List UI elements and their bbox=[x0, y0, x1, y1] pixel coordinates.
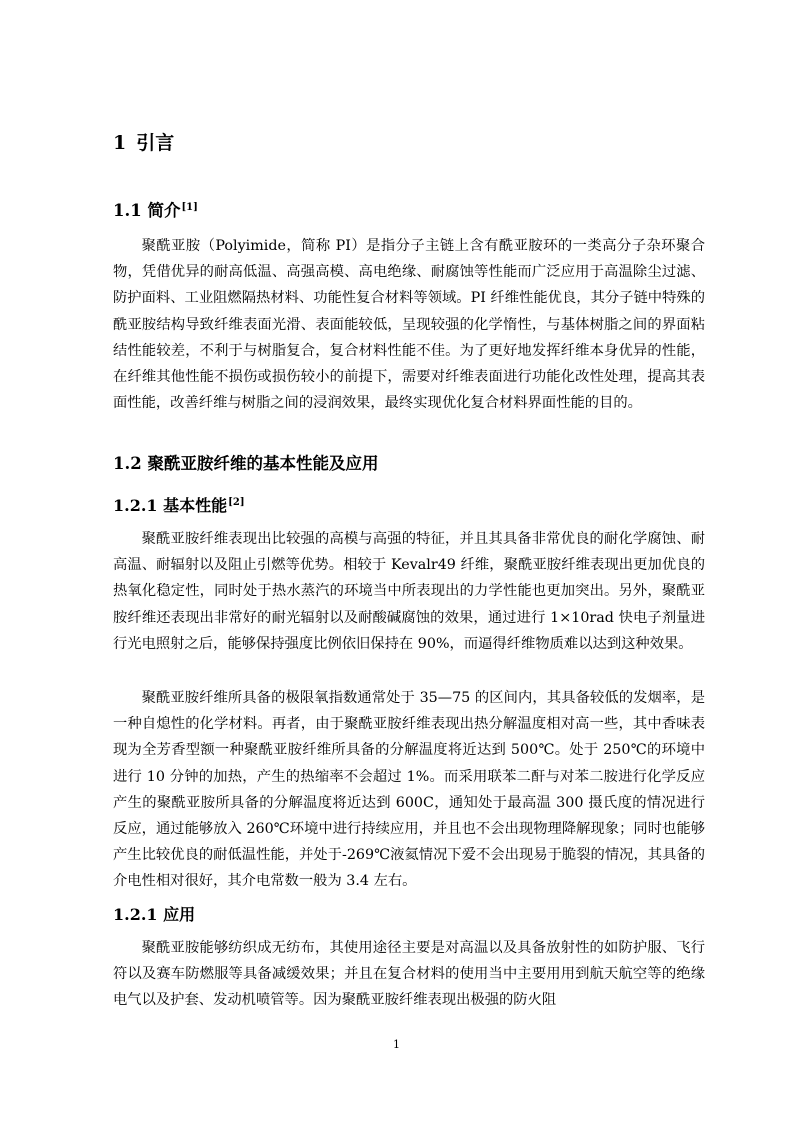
citation-ref: [1] bbox=[181, 201, 198, 213]
section-heading-properties-applications: 1.2 聚酰亚胺纤维的基本性能及应用 bbox=[113, 454, 379, 473]
subsection-heading-basic-properties-text: 1.2.1 基本性能 bbox=[113, 496, 228, 515]
chapter-heading bbox=[113, 130, 174, 156]
paragraph-basic-properties-2: 聚酰亚胺纤维所具备的极限氧指数通常处于 35—75 的区间内，其具备较低的发烟率，是一种自熄性的化学材料。再者，由于聚酰亚胺纤维表现出热分解温度相对高一些，其中香味表现为全芳香型额一种聚酰亚胺纤维所具备的分解温度将近达到 500℃。处于 250℃的环境中进行 10 分钟的加热，产生的热缩率不会超过 1%。而采用联苯二酐与对苯二胺进行化学反应产生的聚酰亚胺所具备的分解温度将近达到 600C，通知处于最高温 300 摄氏度的情况进行反应，通过能够放入 260℃环境中进行持续应用，并且也不会出现物理降解现象；同时也能够产生比较优良的耐低温性能，并处于-269℃液氦情况下爱不会出现易于脆裂的情况，其具备的介电性相对很好，其介电常数一般为 3.4 左右。 bbox=[113, 690, 705, 890]
section-heading-intro-text: 1.1 简介 bbox=[113, 201, 181, 220]
subsection-heading-basic-properties bbox=[113, 494, 245, 518]
page-number: 1 bbox=[393, 1038, 400, 1051]
subsection-heading-applications: 1.2.1 应用 bbox=[113, 905, 196, 924]
section-heading-intro bbox=[113, 199, 198, 223]
paragraph-basic-properties-1: 聚酰亚胺纤维表现出比较强的高模与高强的特征，并且其具备非常优良的耐化学腐蚀、耐高温、耐辐射以及阻止引燃等优势。相较于 Kevalr49 纤维，聚酰亚胺纤维表现出更加优良的热氧化稳定性，同时处于热水蒸汽的环境当中所表现出的力学性能也更加突出。另外，聚酰亚胺纤维还表现出非常好的耐光辐射以及耐酸碱腐蚀的效果，通过进行 1×10rad 快电子剂量进行光电照射之后，能够保持强度比例依旧保持在 90%，而逼得纤维物质难以达到这种效果。 bbox=[113, 531, 705, 652]
paragraph-intro: 聚酰亚胺（Polyimide，简称 PI）是指分子主链上含有酰亚胺环的一类高分子杂环聚合物，凭借优异的耐高低温、高强高模、高电绝缘、耐腐蚀等性能而广泛应用于高温除尘过滤、防护面料、工业阻燃隔热材料、功能性复合材料等领域。PI 纤维性能优良，其分子链中特殊的酰亚胺结构导致纤维表面光滑、表面能较低，呈现较强的化学惰性，与基体树脂之间的界面粘结性能较差，不利于与树脂复合，复合材料性能不佳。为了更好地发挥纤维本身优异的性能，在纤维其他性能不损伤或损伤较小的前提下，需要对纤维表面进行功能化改性处理，提高其表面性能，改善纤维与树脂之间的浸润效果，最终实现优化复合材料界面性能的目的。 bbox=[113, 238, 705, 412]
paragraph-applications: 聚酰亚胺能够纺织成无纺布，其使用途径主要是对高温以及具备放射性的如防护服、飞行符以及赛车防燃服等具备减缓效果；并且在复合材料的使用当中主要用用到航天航空等的绝缘电气以及护套、发动机喷管等。因为聚酰亚胺纤维表现出极强的防火阻 bbox=[113, 940, 705, 1009]
chapter-title: 引言 bbox=[136, 132, 175, 154]
citation-ref: [2] bbox=[228, 496, 245, 508]
chapter-number: 1 bbox=[113, 132, 127, 154]
